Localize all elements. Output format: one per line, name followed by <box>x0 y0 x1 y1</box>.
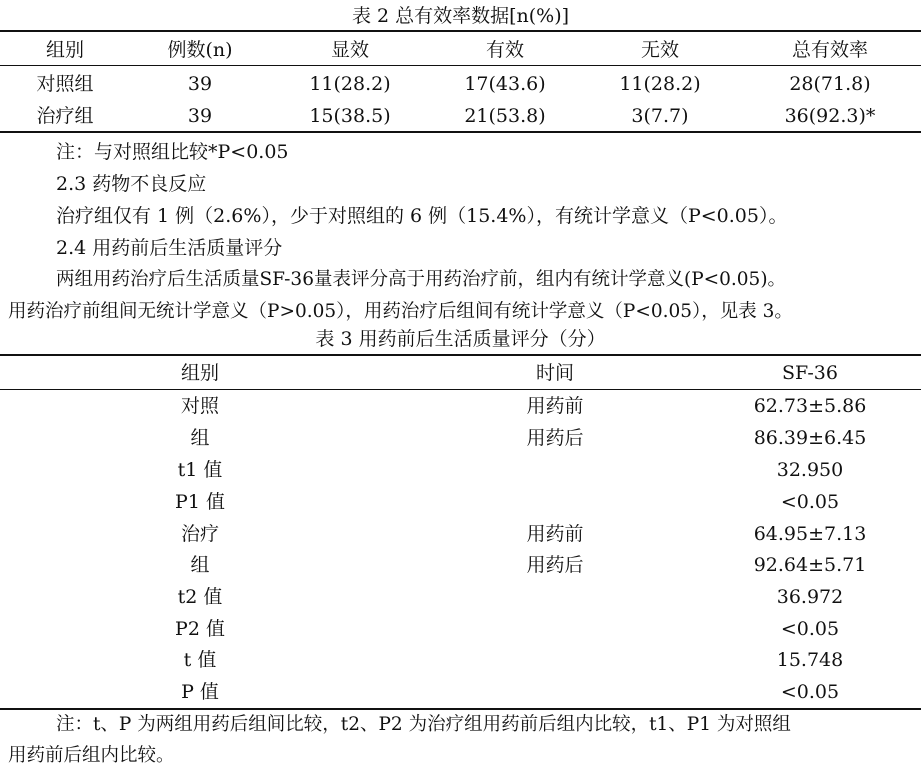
table3-cell: 64.95±7.13 <box>753 523 867 545</box>
table3-cell: <0.05 <box>780 618 840 640</box>
table3-cell: 用药后 <box>526 427 584 449</box>
table3-note-line2: 用药前后组内比较。 <box>8 745 175 766</box>
table3-cell: 36.972 <box>776 586 844 608</box>
section-2-4-paragraph-line1: 两组用药治疗后生活质量SF-36量表评分高于用药治疗前，组内有统计学意义(P<0.05)。 <box>56 269 787 290</box>
table3-cell: <0.05 <box>780 491 840 513</box>
table3-cell: t 值 <box>183 649 217 671</box>
table3-top-rule <box>0 354 921 356</box>
table3-cell: P 值 <box>181 681 219 703</box>
table3-header-sf36: SF-36 <box>782 362 838 384</box>
table3-note-line1: 注：t、P 为两组用药后组间比较，t2、P2 为治疗组用药前后组内比较，t1、P1 为对照组 <box>56 714 791 735</box>
table2-cell: 11(28.2) <box>619 73 701 95</box>
table3-caption: 表 3 用药前后生活质量评分（分） <box>315 328 606 350</box>
table3-cell: <0.05 <box>780 681 840 703</box>
table3-cell: 用药前 <box>526 523 584 545</box>
table2-cell: 15(38.5) <box>309 105 391 127</box>
section-2-4-heading: 2.4 用药前后生活质量评分 <box>56 237 283 259</box>
table2-header-count: 例数(n) <box>167 39 233 61</box>
table2-header-rule <box>0 65 921 66</box>
table2-cell: 3(7.7) <box>631 105 689 127</box>
table2-cell: 39 <box>187 73 213 95</box>
table2-cell: 11(28.2) <box>309 73 391 95</box>
table3-cell: P2 值 <box>175 618 225 640</box>
table2-header-marked: 显效 <box>330 39 369 61</box>
table3-bottom-rule <box>0 708 921 710</box>
table2-cell: 对照组 <box>36 73 94 95</box>
table3-cell: 对照 <box>180 395 219 417</box>
table3-header-time: 时间 <box>535 362 574 384</box>
table3-cell: 86.39±6.45 <box>753 427 867 449</box>
table2-header-total: 总有效率 <box>791 39 868 61</box>
table3-cell: P1 值 <box>175 491 225 513</box>
table3-cell: 92.64±5.71 <box>753 554 867 576</box>
table2-note: 注：与对照组比较*P<0.05 <box>56 141 289 163</box>
table2-cell: 28(71.8) <box>789 73 871 95</box>
table3-cell: 用药后 <box>526 554 584 576</box>
table3-cell: 15.748 <box>776 649 844 671</box>
table2-top-rule <box>0 30 921 32</box>
table3-cell: t2 值 <box>177 586 223 608</box>
table2-bottom-rule <box>0 131 921 133</box>
table2-header-effective: 有效 <box>485 39 524 61</box>
table3-header-group: 组别 <box>180 362 219 384</box>
table2-header-ineffective: 无效 <box>640 39 679 61</box>
table3-cell: 用药前 <box>526 395 584 417</box>
table2-cell: 39 <box>187 105 213 127</box>
table2-cell: 17(43.6) <box>464 73 546 95</box>
table2-cell: 21(53.8) <box>464 105 546 127</box>
section-2-3-paragraph: 治疗组仅有 1 例（2.6%），少于对照组的 6 例（15.4%），有统计学意义（P<0.05）。 <box>56 205 788 227</box>
table3-cell: t1 值 <box>177 459 223 481</box>
table3-cell: 组 <box>190 554 210 576</box>
table3-cell: 32.950 <box>776 459 844 481</box>
table2-cell: 36(92.3)* <box>784 105 876 127</box>
table2-caption: 表 2 总有效率数据[n(%)] <box>351 5 570 27</box>
section-2-4-paragraph-line2: 用药治疗前组间无统计学意义（P>0.05），用药治疗后组间有统计学意义（P<0.05），见表 3。 <box>8 301 793 322</box>
table3-cell: 62.73±5.86 <box>753 395 867 417</box>
table3-header-rule <box>0 389 921 390</box>
section-2-3-heading: 2.3 药物不良反应 <box>56 173 207 195</box>
table2-header-group: 组别 <box>45 39 84 61</box>
table3-cell: 治疗 <box>180 523 219 545</box>
table2-cell: 治疗组 <box>36 105 94 127</box>
table3-cell: 组 <box>190 427 210 449</box>
